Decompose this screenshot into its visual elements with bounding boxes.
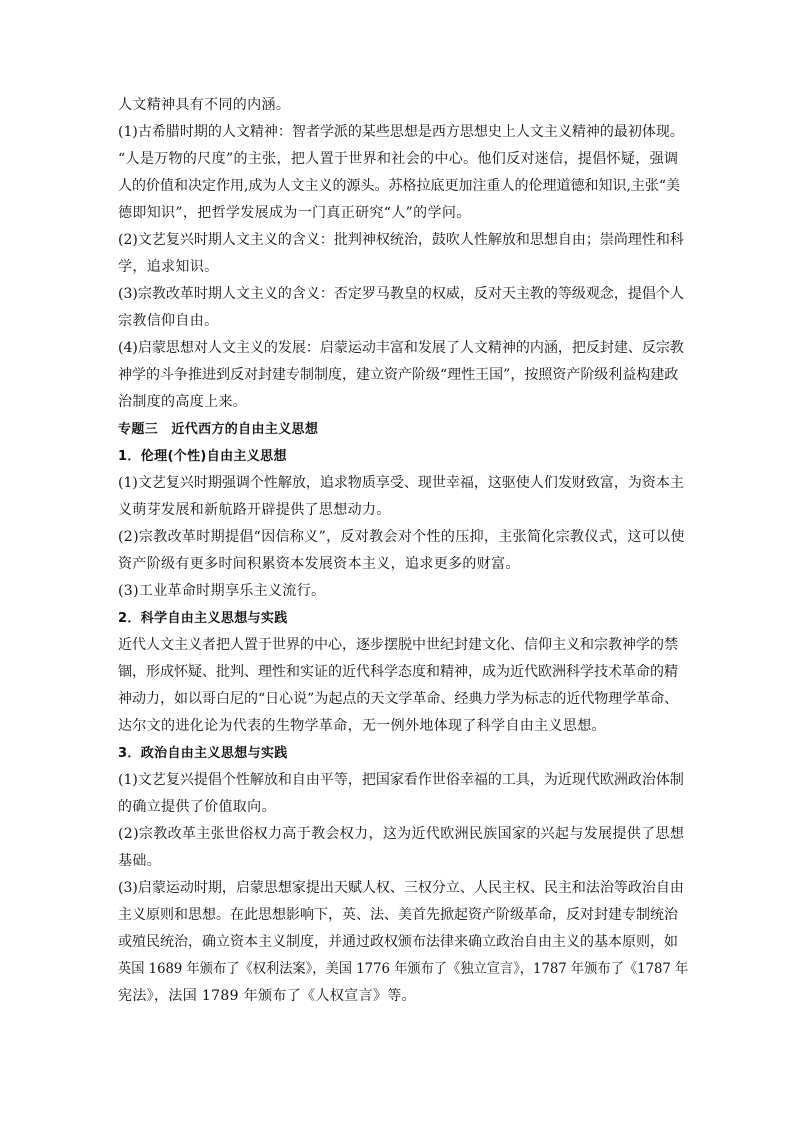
text-line: 学，追求知识。 [118, 259, 219, 275]
text-line: 神动力，如以哥白尼的“日心说”为起点的天文学革命、经典力学为标志的近代物理学革命、 [118, 691, 679, 707]
subsection-heading: 1．伦理(个性)自由主义思想 [118, 449, 287, 464]
text-line: 锢，形成怀疑、批判、理性和实证的近代科学态度和精神，成为近代欧洲科学技术革命的精 [118, 664, 678, 680]
text-line: (1)文艺复兴提倡个性解放和自由平等，把国家看作世俗幸福的工具，为近现代欧洲政治体制 [118, 772, 684, 788]
text-line: 的确立提供了价值取向。 [118, 799, 276, 815]
text-line: (2)宗教改革时期提倡“因信称义”，反对教会对个性的压抑，主张简化宗教仪式，这可以使 [118, 529, 685, 545]
text-line: (3)宗教改革时期人文主义的含义：否定罗马教皇的权威，反对天主教的等级观念，提倡个人 [118, 286, 684, 302]
text-line: (3)启蒙运动时期，启蒙思想家提出天赋人权、三权分立、人民主权、民主和法治等政治自由 [118, 880, 684, 896]
text-line: (1)文艺复兴时期强调个性解放，追求物质享受、现世幸福，这驱使人们发财致富，为资本主 [118, 475, 684, 491]
text-line: (1)古希腊时期的人文精神：智者学派的某些思想是西方思想史上人文主义精神的最初体现。 [118, 124, 684, 140]
text-line: 人的价值和决定作用,成为人文主义的源头。苏格拉底更加注重人的伦理道德和知识,主张“美 [118, 178, 681, 194]
text-line: 神学的斗争推进到反对封建专制制度，建立资产阶级“理性王国”，按照资产阶级利益构建政 [118, 367, 679, 383]
text-line: (2)宗教改革主张世俗权力高于教会权力，这为近代欧洲民族国家的兴起与发展提供了思想 [118, 826, 685, 842]
section-heading: 专题三 近代西方的自由主义思想 [118, 422, 319, 437]
text-line: 义萌芽发展和新航路开辟提供了思想动力。 [118, 502, 391, 518]
text-line: 或殖民统治，确立资本主义制度，并通过政权颁布法律来确立政治自由主义的基本原则，如 [118, 934, 678, 950]
subsection-heading: 3．政治自由主义思想与实践 [118, 746, 288, 761]
text-line: 主义原则和思想。在此思想影响下，英、法、美首先掀起资产阶级革命，反对封建专制统治 [118, 907, 678, 923]
text-line: 宪法》，法国 1789 年颁布了《人权宣言》等。 [118, 988, 416, 1004]
text-line: (3)工业革命时期享乐主义流行。 [118, 583, 326, 599]
text-line: 宗教信仰自由。 [118, 313, 219, 329]
text-line: 治制度的高度上来。 [118, 394, 248, 410]
text-line: “人是万物的尺度”的主张，把人置于世界和社会的中心。他们反对迷信，提倡怀疑，强调 [118, 151, 679, 167]
text-line: 基础。 [118, 853, 162, 869]
text-line: (4)启蒙思想对人文主义的发展：启蒙运动丰富和发展了人文精神的内涵，把反封建、反宗教 [118, 340, 684, 356]
document-page [118, 92, 688, 1010]
text-line: 德即知识”，把哲学发展成为一门真正研究“人”的学问。 [118, 205, 471, 221]
text-line: (2)文艺复兴时期人文主义的含义：批判神权统治，鼓吹人性解放和思想自由；崇尚理性和科 [118, 232, 684, 248]
text-line: 达尔文的进化论为代表的生物学革命，无一例外地体现了科学自由主义思想。 [118, 718, 606, 734]
text-line: 英国 1689 年颁布了《权利法案》，美国 1776 年颁布了《独立宣言》，1787 年颁布了《1787 年 [118, 961, 689, 977]
subsection-heading: 2．科学自由主义思想与实践 [118, 611, 288, 626]
text-line: 资产阶级有更多时间积累资本发展资本主义，追求更多的财富。 [118, 556, 520, 572]
text-line: 人文精神具有不同的内涵。 [118, 97, 291, 113]
text-line: 近代人文主义者把人置于世界的中心，逐步摆脱中世纪封建文化、信仰主义和宗教神学的禁 [118, 637, 678, 653]
